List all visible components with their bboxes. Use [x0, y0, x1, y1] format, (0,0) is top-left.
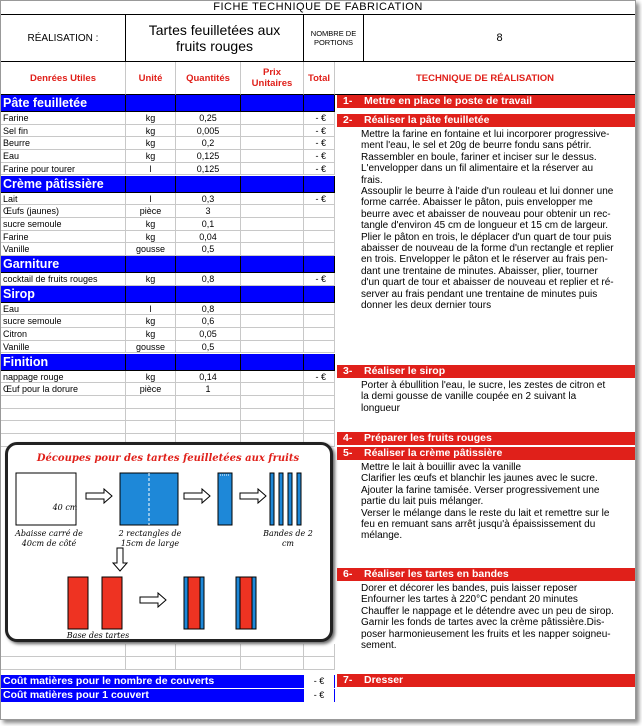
- arrow-right-4: [140, 593, 166, 607]
- ingredient-row: [1, 243, 335, 256]
- step-text-line: Mettre le lait à bouillir avec la vanille: [361, 462, 522, 473]
- cell-u: kg: [126, 231, 176, 243]
- cell-q: [176, 95, 241, 111]
- diagram-title: Découpes pour des tartes feuilletées aux fruits: [36, 453, 300, 464]
- cell-q: 0,1: [176, 218, 241, 230]
- cell-total: - €: [315, 193, 326, 204]
- caption-bases: Base des tartes: [66, 631, 130, 640]
- cell-total: - €: [315, 138, 326, 149]
- cell-n: Farine pour tourer: [1, 163, 126, 175]
- caption-strips: Bandes de 2 cm: [263, 529, 313, 548]
- cell-t: [304, 657, 335, 669]
- ingredient-row: [1, 137, 335, 150]
- cell-q: 0,04: [176, 231, 241, 243]
- cell-p: [241, 273, 304, 285]
- ingredient-row: [1, 231, 335, 244]
- step-text-line: abaisser de nouveau de la forme d'un rectangle et replier: [361, 243, 614, 255]
- step-text-line: Garnir les fonds de tartes avec la crème pâtissière.Dis-: [361, 617, 605, 629]
- step-text-line: poser harmonieusement les fruits et les napper soigneu-: [361, 628, 611, 640]
- cell-u: [126, 396, 176, 408]
- cell-n: Œufs (jaunes): [1, 205, 126, 217]
- step-header: [337, 447, 635, 460]
- portions-value: 8: [364, 15, 635, 62]
- step-text-line: Verser le mélange dans le reste du lait et remettre sur le: [361, 507, 610, 519]
- step-header: [337, 365, 635, 378]
- cell-p: [241, 303, 304, 315]
- cell-q: [176, 256, 241, 272]
- cell-n: nappage rouge: [1, 371, 126, 383]
- section-header: [1, 176, 335, 193]
- cell-p: [241, 95, 304, 111]
- cell-p: [241, 657, 304, 669]
- square-dough: [16, 473, 76, 525]
- empty-row: [1, 657, 335, 670]
- step-header: [337, 432, 635, 445]
- arrow-right-2: [184, 489, 210, 503]
- cell-p: [241, 644, 304, 656]
- single-rectangle: [218, 473, 232, 525]
- cell-n: Garniture: [1, 256, 126, 272]
- arrow-right-1: [86, 489, 112, 503]
- strip-3: [288, 473, 292, 525]
- cell-u: [126, 644, 176, 656]
- section-header: [1, 354, 335, 371]
- ingredient-row: [1, 303, 335, 316]
- portions-label: NOMBRE DE PORTIONS: [304, 15, 364, 62]
- cell-p: [241, 150, 304, 162]
- step-text-line: tangle d'environ 45 cm de longueur et 15 cm de largeur.: [361, 220, 609, 232]
- ingredient-row: [1, 273, 335, 286]
- cell-q: [176, 176, 241, 192]
- sheet-title: FICHE TECHNIQUE DE FABRICATION: [1, 1, 635, 15]
- cell-p: [241, 243, 304, 255]
- cell-q: 0,14: [176, 371, 241, 383]
- step-text-line: Plier le pâton en trois, le déplacer d'un quart de tour puis: [361, 231, 612, 243]
- step-text-line: forme carrée. Abaisser le pâton, puis envelopper me: [361, 197, 593, 209]
- cell-n: Beurre: [1, 137, 126, 149]
- cell-p: [241, 205, 304, 217]
- cell-n: Farine: [1, 112, 126, 124]
- cell-t: [304, 315, 335, 327]
- cell-u: kg: [126, 218, 176, 230]
- step-text-line: en trois. Envelopper le pâton et le réserver au frais pen-: [361, 254, 608, 266]
- step-header: [337, 674, 635, 687]
- cell-u: kg: [126, 137, 176, 149]
- strip-2: [279, 473, 283, 525]
- step-title: Mettre en place le poste de travail: [364, 95, 533, 107]
- cell-p: [241, 256, 304, 272]
- step-number: 2-: [343, 114, 353, 126]
- ingredient-row: [1, 383, 335, 396]
- cell-u: kg: [126, 273, 176, 285]
- cell-u: kg: [126, 328, 176, 340]
- tart-base-2: [102, 577, 122, 629]
- cell-q: 0,25: [176, 112, 241, 124]
- step-number: 3-: [343, 365, 353, 377]
- step-text: [361, 380, 635, 414]
- cell-u: kg: [126, 125, 176, 137]
- cost-total-value: - €: [304, 675, 334, 688]
- step-text-line: donner les deux dernier tours: [361, 300, 492, 312]
- ingredient-row: [1, 150, 335, 163]
- step-title: Dresser: [364, 674, 404, 686]
- step-text-line: beurre avec et abaisser de nouveau pour obtenir un rec-: [361, 208, 611, 220]
- empty-row: [1, 421, 335, 434]
- cell-q: [176, 354, 241, 370]
- cell-t: [304, 328, 335, 340]
- cell-u: kg: [126, 150, 176, 162]
- cell-u: kg: [126, 315, 176, 327]
- assembled-tart-1-strip-left: [184, 577, 188, 629]
- step-title: Réaliser le sirop: [364, 365, 446, 377]
- recipe-name: Tartes feuilletées aux fruits rouges: [126, 15, 304, 62]
- cell-q: [176, 396, 241, 408]
- cell-p: [241, 315, 304, 327]
- cell-t: [304, 95, 335, 111]
- step-text-line: feu en remuant sans arrêt jusqu'à épaississement du: [361, 519, 596, 531]
- cell-u: [126, 95, 176, 111]
- step-text-line: ment l'eau, le sel et 20g de beurre fondu sans pétrir.: [361, 140, 592, 152]
- cell-t: [304, 371, 335, 383]
- cell-q: 0,3: [176, 193, 241, 205]
- cell-n: [1, 657, 126, 669]
- step-text: [361, 462, 635, 542]
- cutting-diagram: [5, 442, 333, 642]
- ingredient-row: [1, 163, 335, 176]
- cell-p: [241, 218, 304, 230]
- step-text-line: L'envelopper dans un fil alimentaire et la réserver au: [361, 163, 594, 175]
- step-text: [361, 583, 635, 651]
- cell-q: 3: [176, 205, 241, 217]
- ingredient-row: [1, 125, 335, 138]
- cell-p: [241, 396, 304, 408]
- step-header: [337, 114, 635, 127]
- cell-t: [304, 218, 335, 230]
- cell-u: gousse: [126, 243, 176, 255]
- cell-p: [241, 112, 304, 124]
- step-text-line: Rassembler en boule, fariner et inciser sur le dessus.: [361, 151, 597, 163]
- cell-p: [241, 231, 304, 243]
- cell-u: [126, 657, 176, 669]
- cell-t: [304, 644, 335, 656]
- cell-n: Vanille: [1, 341, 126, 353]
- step-text-line: Ajouter la farine tamisée. Verser progressivement une: [361, 484, 600, 496]
- ingredient-row: [1, 218, 335, 231]
- cell-p: [241, 341, 304, 353]
- col-denrees: Denrées Utiles: [1, 62, 126, 95]
- cell-total: - €: [315, 125, 326, 136]
- cell-u: [126, 256, 176, 272]
- step-number: 7-: [343, 674, 353, 686]
- cell-u: kg: [126, 112, 176, 124]
- cell-total: - €: [315, 274, 326, 284]
- empty-row: [1, 644, 335, 657]
- col-unite: Unité: [126, 62, 176, 95]
- cell-p: [241, 176, 304, 192]
- step-number: 5-: [343, 447, 353, 459]
- cell-t: [304, 176, 335, 192]
- col-prix: Prix Unitaires: [241, 62, 304, 95]
- cell-u: l: [126, 193, 176, 205]
- cell-u: pièce: [126, 205, 176, 217]
- cell-t: [304, 205, 335, 217]
- step-text-line: longueur: [361, 402, 400, 414]
- cell-u: [126, 409, 176, 421]
- cell-t: [304, 256, 335, 272]
- cell-n: sucre semoule: [1, 315, 126, 327]
- ingredient-row: [1, 193, 335, 206]
- cell-q: 0,005: [176, 125, 241, 137]
- col-technique: TECHNIQUE DE RÉALISATION: [335, 62, 635, 95]
- cell-t: [304, 193, 335, 205]
- cell-q: 0,125: [176, 150, 241, 162]
- caption-rectangles: 2 rectangles de 15cm de large: [118, 529, 182, 548]
- cell-n: sucre semoule: [1, 218, 126, 230]
- cell-t: [304, 383, 335, 395]
- cell-n: Finition: [1, 354, 126, 370]
- step-text-line: Porter à ébullition l'eau, le sucre, les zestes de citron et: [361, 380, 606, 391]
- section-header: [1, 95, 335, 112]
- step-header: [337, 95, 635, 108]
- step-text-line: dant une trentaine de minutes. Abaisser, plier, tourner: [361, 265, 598, 277]
- step-text-line: la demi gousse de vanille coupée en 2 suivant la: [361, 391, 577, 403]
- col-quantites: Quantités: [176, 62, 241, 95]
- cell-t: [304, 409, 335, 421]
- cell-total: - €: [315, 163, 326, 174]
- cell-t: [304, 163, 335, 175]
- cell-n: [1, 644, 126, 656]
- assembled-tart-2-strip-right: [252, 577, 256, 629]
- cell-total: - €: [315, 371, 326, 382]
- cell-n: [1, 421, 126, 433]
- step-text-line: Dorer et décorer les bandes, puis laisser reposer: [361, 583, 578, 594]
- cell-t: [304, 421, 335, 433]
- cell-u: [126, 176, 176, 192]
- cell-t: [304, 341, 335, 353]
- cell-p: [241, 409, 304, 421]
- cost-one-row: [1, 689, 335, 702]
- cost-total-row: [1, 675, 335, 688]
- step-text-line: server au frais pendant une trentaine de minutes puis: [361, 288, 598, 300]
- cell-t: [304, 231, 335, 243]
- cell-u: kg: [126, 371, 176, 383]
- cell-n: Œuf pour la dorure: [1, 383, 126, 395]
- step-text: [361, 129, 635, 312]
- square-size-label: 40 cm: [52, 503, 78, 512]
- step-number: 6-: [343, 568, 353, 580]
- cell-p: [241, 137, 304, 149]
- cell-q: [176, 421, 241, 433]
- cell-q: 0,125: [176, 163, 241, 175]
- cell-u: [126, 354, 176, 370]
- cell-n: Eau: [1, 303, 126, 315]
- cell-u: [126, 286, 176, 302]
- step-title: Réaliser la pâte feuilletée: [364, 114, 490, 126]
- step-text-line: Clarifier les œufs et blanchir les jaunes avec le sucre.: [361, 473, 598, 485]
- cell-p: [241, 193, 304, 205]
- cell-u: pièce: [126, 383, 176, 395]
- ingredient-row: [1, 371, 335, 384]
- cell-n: Pâte feuilletée: [1, 95, 126, 111]
- cell-u: gousse: [126, 341, 176, 353]
- cost-one-value: - €: [304, 689, 334, 702]
- strip-4: [297, 473, 301, 525]
- cost-one-label: Coût matières pour 1 couvert: [3, 689, 149, 701]
- cell-t: [304, 396, 335, 408]
- arrow-down: [113, 548, 127, 571]
- cell-q: [176, 286, 241, 302]
- cell-t: [304, 243, 335, 255]
- cell-total: - €: [315, 113, 326, 123]
- cell-u: [126, 421, 176, 433]
- cell-p: [241, 421, 304, 433]
- cell-n: [1, 409, 126, 421]
- cell-t: [304, 150, 335, 162]
- assembled-tart-2-strip-left: [236, 577, 240, 629]
- step-header: [337, 568, 635, 581]
- ingredient-row: [1, 328, 335, 341]
- cell-q: 0,05: [176, 328, 241, 340]
- cell-q: [176, 409, 241, 421]
- tart-base-1: [68, 577, 88, 629]
- cell-p: [241, 286, 304, 302]
- ingredient-row: [1, 315, 335, 328]
- step-text-line: sement.: [361, 640, 397, 652]
- step-text-line: Mettre la farine en fontaine et lui incorporer progressive-: [361, 129, 610, 140]
- cell-p: [241, 383, 304, 395]
- empty-row: [1, 409, 335, 422]
- strip-1: [270, 473, 274, 525]
- cell-t: [304, 273, 335, 285]
- cell-n: Vanille: [1, 243, 126, 255]
- cell-n: Sel fin: [1, 125, 126, 137]
- cell-t: [304, 286, 335, 302]
- step-text-line: mélange.: [361, 530, 403, 542]
- cell-t: [304, 112, 335, 124]
- step-text-line: d'un quart de tour et abaisser de nouveau et replier et ré-: [361, 277, 614, 289]
- cost-total-label: Coût matières pour le nombre de couverts: [3, 675, 215, 687]
- step-title: Réaliser les tartes en bandes: [364, 568, 509, 580]
- cell-q: 1: [176, 383, 241, 395]
- step-text-line: Chauffer le nappage et le détendre avec un peu de sirop.: [361, 605, 614, 617]
- cell-n: [1, 396, 126, 408]
- cell-n: cocktail de fruits rouges: [1, 273, 126, 285]
- step-text-line: partie du lait puis mélanger.: [361, 496, 484, 508]
- empty-row: [1, 396, 335, 409]
- cell-p: [241, 328, 304, 340]
- cell-q: 0,5: [176, 341, 241, 353]
- caption-square: Abaisse carré de 40cm de côté: [15, 529, 83, 548]
- step-text-line: frais.: [361, 174, 383, 186]
- cell-q: 0,8: [176, 303, 241, 315]
- section-header: [1, 286, 335, 303]
- ingredient-row: [1, 205, 335, 218]
- cell-q: 0,2: [176, 137, 241, 149]
- step-title: Préparer les fruits rouges: [364, 432, 492, 444]
- col-total: Total: [304, 62, 335, 95]
- cell-n: Citron: [1, 328, 126, 340]
- step-text-line: Enfourner les tartes à 220°C pendant 20 minutes: [361, 594, 578, 606]
- ingredient-row: [1, 341, 335, 354]
- cell-t: [304, 303, 335, 315]
- cell-p: [241, 371, 304, 383]
- cell-q: 0,6: [176, 315, 241, 327]
- cell-q: 0,8: [176, 273, 241, 285]
- cell-n: Farine: [1, 231, 126, 243]
- step-number: 4-: [343, 432, 353, 444]
- step-number: 1-: [343, 95, 353, 107]
- cell-q: [176, 644, 241, 656]
- cell-q: 0,5: [176, 243, 241, 255]
- cell-t: [304, 137, 335, 149]
- cell-u: l: [126, 163, 176, 175]
- cell-p: [241, 163, 304, 175]
- cell-p: [241, 354, 304, 370]
- cell-p: [241, 125, 304, 137]
- cell-n: Sirop: [1, 286, 126, 302]
- step-text-line: Assouplir le beurre à l'aide d'un rouleau et lui donner une: [361, 186, 614, 198]
- cell-n: Lait: [1, 193, 126, 205]
- ingredient-row: [1, 112, 335, 125]
- assembled-tart-1-strip-right: [200, 577, 204, 629]
- cell-total: - €: [315, 151, 326, 162]
- cell-u: l: [126, 303, 176, 315]
- cell-t: [304, 354, 335, 370]
- cell-n: Crème pâtissière: [1, 176, 126, 192]
- step-title: Réaliser la crème pâtissière: [364, 447, 503, 459]
- arrow-right-3: [240, 489, 266, 503]
- section-header: [1, 256, 335, 273]
- realisation-label: RÉALISATION :: [1, 15, 126, 62]
- cell-q: [176, 657, 241, 669]
- cell-t: [304, 125, 335, 137]
- cell-n: Eau: [1, 150, 126, 162]
